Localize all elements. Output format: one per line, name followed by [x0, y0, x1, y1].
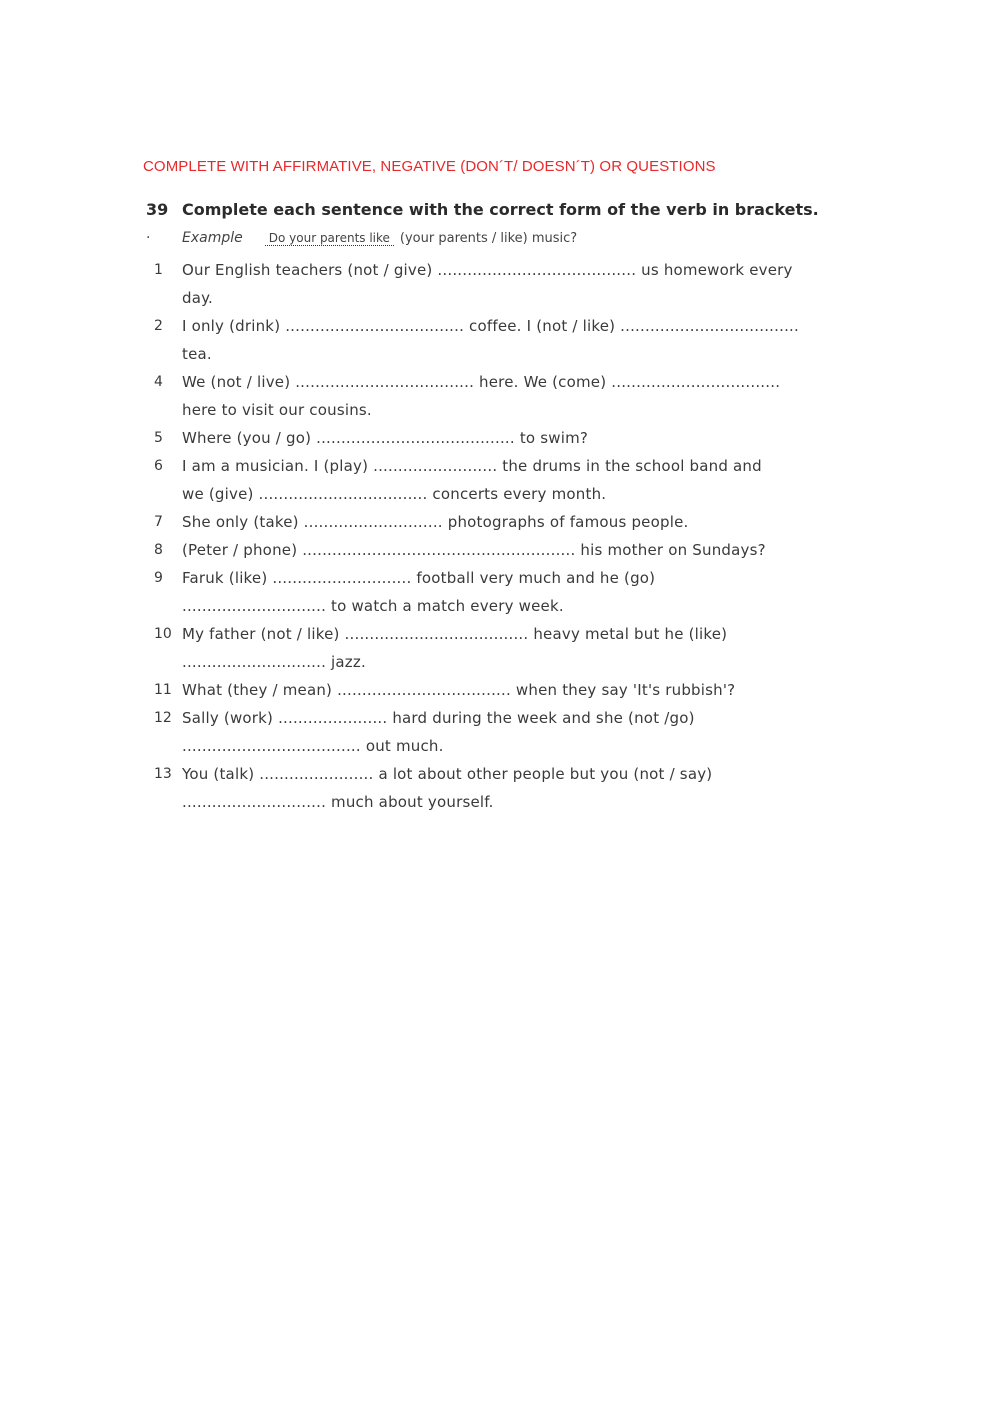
- exercise-block: [146, 200, 826, 816]
- item-text: Where (you / go) ........................................ to swim?: [182, 429, 589, 447]
- item-text: What (they / mean) ................................... when they say 'It's rubbish'?: [182, 681, 736, 699]
- item-number: 11: [154, 682, 172, 698]
- exercise-item: [146, 368, 826, 424]
- item-number: 12: [154, 710, 172, 726]
- exercise-item: [146, 620, 826, 676]
- item-text: Faruk (like) ............................ football very much and he (go) ............................. to watch a match every week.: [182, 569, 656, 615]
- exercise-item: [146, 760, 826, 816]
- exercise-item: [146, 452, 826, 508]
- example-bullet: ·: [146, 230, 151, 246]
- item-number: 13: [154, 766, 172, 782]
- exercise-item: [146, 676, 826, 704]
- exercise-item: [146, 312, 826, 368]
- item-number: 2: [154, 318, 163, 334]
- item-text: Sally (work) ...................... hard during the week and she (not /go) .................................... out much.: [182, 709, 695, 755]
- worksheet-instruction: COMPLETE WITH AFFIRMATIVE, NEGATIVE (DON´T/ DOESN´T) OR QUESTIONS: [143, 158, 716, 175]
- exercise-item: [146, 424, 826, 452]
- exercise-item: [146, 564, 826, 620]
- exercise-item: [146, 704, 826, 760]
- example-answer: Do your parents like: [265, 231, 394, 246]
- item-text: We (not / live) .................................... here. We (come) .................................. here to visit our cousins.: [182, 373, 781, 419]
- exercise-item: [146, 256, 826, 312]
- example-label: Example: [182, 230, 243, 246]
- item-text: You (talk) ....................... a lot about other people but you (not / say) ............................. much about yourself.: [182, 765, 713, 811]
- exercise-item: [146, 536, 826, 564]
- item-text: My father (not / like) ..................................... heavy metal but he (like) ............................. jazz.: [182, 625, 728, 671]
- item-number: 5: [154, 430, 163, 446]
- item-text: She only (take) ............................ photographs of famous people.: [182, 513, 689, 531]
- exercise-title: Complete each sentence with the correct form of the verb in brackets.: [182, 200, 819, 219]
- exercise-example: [146, 230, 826, 256]
- item-number: 10: [154, 626, 172, 642]
- exercise-number: 39: [146, 200, 169, 219]
- item-number: 8: [154, 542, 163, 558]
- exercise-heading: [146, 200, 826, 230]
- item-number: 9: [154, 570, 163, 586]
- exercise-items: [146, 256, 826, 816]
- item-text: Our English teachers (not / give) ........................................ us homework every day.: [182, 261, 793, 307]
- exercise-item: [146, 508, 826, 536]
- item-number: 6: [154, 458, 163, 474]
- example-rest: (your parents / like) music?: [399, 231, 578, 246]
- item-text: I am a musician. I (play) ......................... the drums in the school band and we (give) .................................. concerts every month.: [182, 457, 762, 503]
- item-number: 1: [154, 262, 163, 278]
- item-text: (Peter / phone) ....................................................... his mother on Sundays?: [182, 541, 766, 559]
- item-text: I only (drink) .................................... coffee. I (not / like) .................................... tea.: [182, 317, 799, 363]
- item-number: 4: [154, 374, 163, 390]
- item-number: 7: [154, 514, 163, 530]
